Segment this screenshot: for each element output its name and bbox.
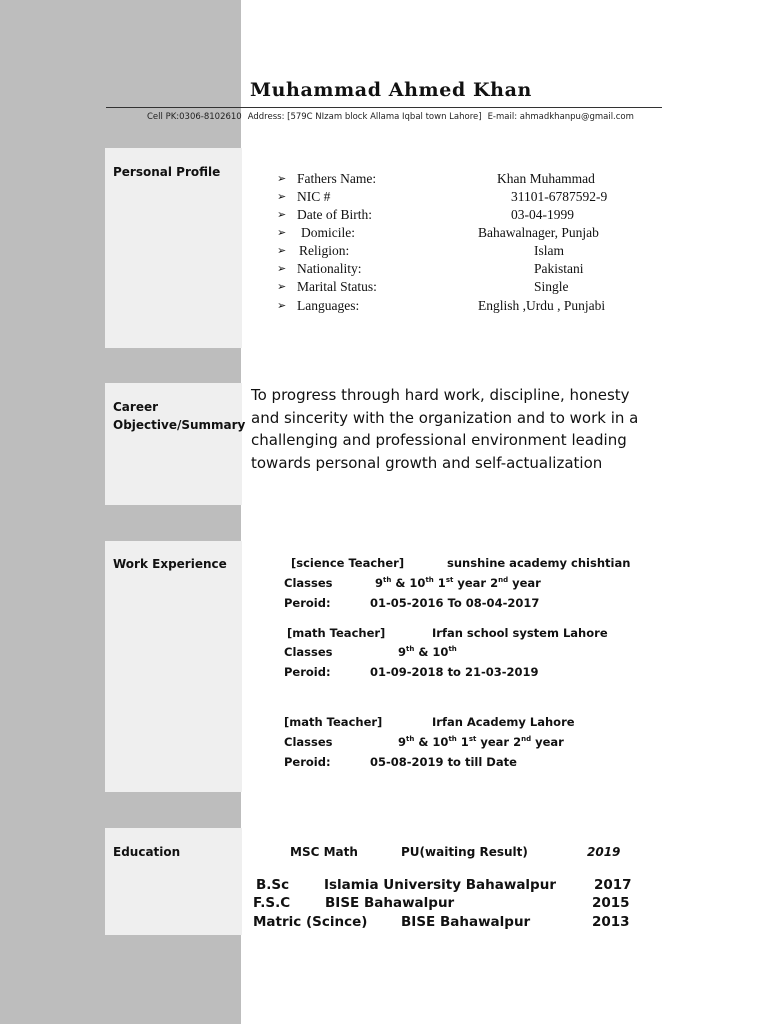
job1-period: 01-05-2016 To 08-04-2017: [370, 596, 540, 610]
profile-value: Islam: [534, 243, 564, 258]
profile-label: Nationality:: [297, 261, 362, 276]
cell-number: Cell PK:0306-8102610: [147, 112, 242, 122]
arrow-bullet-icon: ➢: [277, 173, 287, 185]
profile-row-nic: [277, 188, 677, 206]
profile-row-marital-status: [277, 278, 677, 296]
profile-label: Languages:: [297, 298, 360, 313]
arrow-bullet-icon: ➢: [277, 263, 287, 275]
edu-year: 2015: [592, 895, 630, 911]
edu-degree: F.S.C: [253, 895, 291, 911]
job3-classes: 9th & 10th 1st year 2nd year: [398, 735, 564, 749]
education-heading: Education: [113, 845, 181, 859]
edu-institute: BISE Bahawalpur: [401, 914, 531, 930]
arrow-bullet-icon: ➢: [277, 245, 287, 257]
job3-period-label: Peroid:: [284, 755, 331, 769]
personal-profile-heading: Personal Profile: [113, 165, 221, 179]
msc-year: 2019: [587, 845, 621, 859]
profile-row-languages: [277, 297, 677, 315]
profile-value: English ,Urdu , Punjabi: [478, 298, 606, 313]
edu-year: 2013: [592, 914, 630, 930]
job1-title: [science Teacher]: [291, 556, 405, 570]
job2-period: 01-09-2018 to 21-03-2019: [370, 665, 539, 679]
contact-line: [147, 112, 640, 122]
job1-classes-label: Classes: [284, 576, 333, 590]
profile-label: Date of Birth:: [297, 207, 372, 222]
profile-row-nationality: [277, 260, 677, 278]
arrow-bullet-icon: ➢: [277, 300, 287, 312]
msc-institute: PU(waiting Result): [401, 845, 528, 859]
job2-period-label: Peroid:: [284, 665, 331, 679]
profile-row-fathers-name: [277, 170, 677, 188]
profile-value: 03-04-1999: [511, 207, 574, 222]
profile-value: Khan Muhammad: [497, 171, 595, 186]
job3-place: Irfan Academy Lahore: [432, 715, 575, 729]
profile-label: Fathers Name:: [297, 171, 377, 186]
profile-value: Pakistani: [534, 261, 584, 276]
edu-year: 2017: [594, 877, 632, 893]
edu-degree: Matric (Scince): [253, 914, 368, 930]
profile-label: Religion:: [299, 243, 350, 258]
career-objective-text: To progress through hard work, discipline, honesty and sincerity with the organization and to work in a challenging and professional environment leading towards personal growth and self-actualization: [251, 386, 639, 472]
arrow-bullet-icon: ➢: [277, 191, 287, 203]
arrow-bullet-icon: ➢: [277, 281, 287, 293]
address: Address: [579C NIzam block Allama Iqbal town Lahore]: [247, 112, 482, 122]
job2-place: Irfan school system Lahore: [432, 626, 608, 640]
profile-value: Single: [534, 279, 569, 294]
job1-place: sunshine academy chishtian: [447, 556, 631, 570]
job3-period: 05-08-2019 to till Date: [370, 755, 517, 769]
msc-degree: MSC Math: [290, 845, 358, 859]
edu-institute: BISE Bahawalpur: [325, 895, 455, 911]
candidate-name: Muhammad Ahmed Khan: [250, 79, 532, 101]
career-heading-line1: Career: [113, 400, 159, 414]
job1-period-label: Peroid:: [284, 596, 331, 610]
edu-degree: B.Sc: [256, 877, 290, 893]
arrow-bullet-icon: ➢: [277, 209, 287, 221]
arrow-bullet-icon: ➢: [277, 227, 287, 239]
profile-label: Marital Status:: [297, 279, 377, 294]
job2-classes: 9th & 10th: [398, 645, 457, 659]
email: E-mail: ahmadkhanpu@gmail.com: [487, 112, 634, 122]
profile-row-domicile: [277, 224, 677, 242]
job2-classes-label: Classes: [284, 645, 333, 659]
edu-institute: Islamia University Bahawalpur: [324, 877, 556, 893]
career-heading-line2: Objective/Summary: [113, 418, 246, 432]
work-experience-heading: Work Experience: [113, 557, 227, 571]
profile-value: 31101-6787592-9: [511, 189, 608, 204]
job3-title: [math Teacher]: [284, 715, 383, 729]
job2-title: [math Teacher]: [287, 626, 386, 640]
profile-label: NIC #: [297, 189, 331, 204]
header-divider: [106, 107, 662, 108]
profile-label: Domicile:: [301, 225, 355, 240]
profile-value: Bahawalnager, Punjab: [478, 225, 599, 240]
job1-classes: 9th & 10th 1st year 2nd year: [375, 576, 541, 590]
job3-classes-label: Classes: [284, 735, 333, 749]
profile-row-religion: [277, 242, 677, 260]
profile-row-dob: [277, 206, 677, 224]
work-experience-box: [105, 541, 242, 792]
